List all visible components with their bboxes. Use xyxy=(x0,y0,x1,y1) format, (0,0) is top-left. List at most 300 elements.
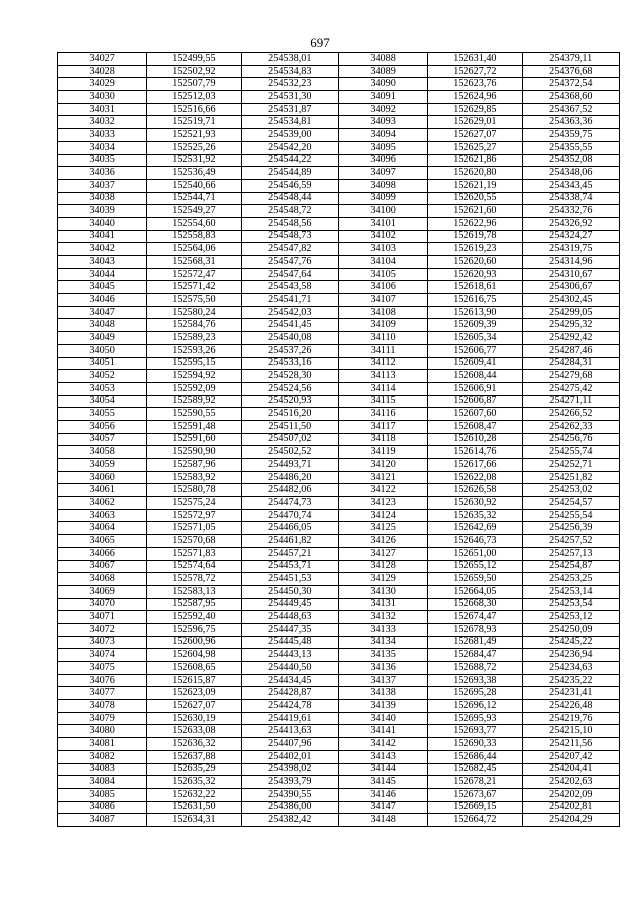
x-coordinate-cell: 152575,50 xyxy=(147,294,241,307)
x-coordinate-cell: 152631,40 xyxy=(428,53,522,66)
point-id-cell: 34047 xyxy=(58,306,147,319)
table-row xyxy=(58,294,620,307)
point-id-cell: 34098 xyxy=(338,179,427,192)
x-coordinate-cell: 152536,49 xyxy=(147,167,241,180)
point-id-cell: 34033 xyxy=(58,129,147,142)
x-coordinate-cell: 152587,95 xyxy=(147,598,241,611)
y-coordinate-cell: 254275,42 xyxy=(522,382,619,395)
table-row xyxy=(58,484,620,497)
point-id-cell: 34126 xyxy=(338,535,427,548)
point-id-cell: 34101 xyxy=(338,217,427,230)
y-coordinate-cell: 254234,63 xyxy=(522,662,619,675)
point-id-cell: 34055 xyxy=(58,408,147,421)
point-id-cell: 34059 xyxy=(58,459,147,472)
y-coordinate-cell: 254245,22 xyxy=(522,636,619,649)
table-row xyxy=(58,78,620,91)
table-row xyxy=(58,776,620,789)
x-coordinate-cell: 152634,31 xyxy=(147,814,241,827)
point-id-cell: 34095 xyxy=(338,141,427,154)
y-coordinate-cell: 254470,74 xyxy=(241,509,338,522)
y-coordinate-cell: 254402,01 xyxy=(241,750,338,763)
table-row xyxy=(58,788,620,801)
y-coordinate-cell: 254202,09 xyxy=(522,788,619,801)
y-coordinate-cell: 254390,55 xyxy=(241,788,338,801)
point-id-cell: 34062 xyxy=(58,497,147,510)
point-id-cell: 34045 xyxy=(58,281,147,294)
x-coordinate-cell: 152580,24 xyxy=(147,306,241,319)
table-row xyxy=(58,217,620,230)
x-coordinate-cell: 152572,97 xyxy=(147,509,241,522)
y-coordinate-cell: 254516,20 xyxy=(241,408,338,421)
point-id-cell: 34070 xyxy=(58,598,147,611)
x-coordinate-cell: 152635,32 xyxy=(147,776,241,789)
y-coordinate-cell: 254449,45 xyxy=(241,598,338,611)
y-coordinate-cell: 254547,82 xyxy=(241,243,338,256)
point-id-cell: 34104 xyxy=(338,256,427,269)
x-coordinate-cell: 152635,29 xyxy=(147,763,241,776)
y-coordinate-cell: 254253,02 xyxy=(522,484,619,497)
y-coordinate-cell: 254359,75 xyxy=(522,129,619,142)
y-coordinate-cell: 254539,00 xyxy=(241,129,338,142)
point-id-cell: 34108 xyxy=(338,306,427,319)
point-id-cell: 34041 xyxy=(58,230,147,243)
x-coordinate-cell: 152521,93 xyxy=(147,129,241,142)
point-id-cell: 34027 xyxy=(58,53,147,66)
y-coordinate-cell: 254450,30 xyxy=(241,585,338,598)
point-id-cell: 34129 xyxy=(338,573,427,586)
y-coordinate-cell: 254546,59 xyxy=(241,179,338,192)
point-id-cell: 34118 xyxy=(338,433,427,446)
point-id-cell: 34084 xyxy=(58,776,147,789)
point-id-cell: 34109 xyxy=(338,319,427,332)
x-coordinate-cell: 152600,96 xyxy=(147,636,241,649)
point-id-cell: 34037 xyxy=(58,179,147,192)
y-coordinate-cell: 254211,56 xyxy=(522,738,619,751)
x-coordinate-cell: 152502,92 xyxy=(147,65,241,78)
x-coordinate-cell: 152678,93 xyxy=(428,623,522,636)
point-id-cell: 34100 xyxy=(338,205,427,218)
table-row xyxy=(58,154,620,167)
x-coordinate-cell: 152593,26 xyxy=(147,344,241,357)
x-coordinate-cell: 152516,66 xyxy=(147,103,241,116)
point-id-cell: 34035 xyxy=(58,154,147,167)
table-row xyxy=(58,636,620,649)
y-coordinate-cell: 254236,94 xyxy=(522,649,619,662)
y-coordinate-cell: 254419,61 xyxy=(241,712,338,725)
point-id-cell: 34119 xyxy=(338,446,427,459)
y-coordinate-cell: 254532,23 xyxy=(241,78,338,91)
point-id-cell: 34052 xyxy=(58,370,147,383)
x-coordinate-cell: 152609,39 xyxy=(428,319,522,332)
x-coordinate-cell: 152627,07 xyxy=(428,129,522,142)
coordinate-table xyxy=(57,52,620,827)
coordinate-table-body xyxy=(58,53,620,827)
y-coordinate-cell: 254548,72 xyxy=(241,205,338,218)
x-coordinate-cell: 152606,77 xyxy=(428,344,522,357)
y-coordinate-cell: 254204,29 xyxy=(522,814,619,827)
x-coordinate-cell: 152606,91 xyxy=(428,382,522,395)
point-id-cell: 34057 xyxy=(58,433,147,446)
point-id-cell: 34031 xyxy=(58,103,147,116)
point-id-cell: 34112 xyxy=(338,357,427,370)
point-id-cell: 34043 xyxy=(58,256,147,269)
point-id-cell: 34097 xyxy=(338,167,427,180)
point-id-cell: 34093 xyxy=(338,116,427,129)
y-coordinate-cell: 254255,54 xyxy=(522,509,619,522)
y-coordinate-cell: 254254,87 xyxy=(522,560,619,573)
x-coordinate-cell: 152681,49 xyxy=(428,636,522,649)
y-coordinate-cell: 254266,52 xyxy=(522,408,619,421)
table-row xyxy=(58,738,620,751)
x-coordinate-cell: 152595,15 xyxy=(147,357,241,370)
y-coordinate-cell: 254204,41 xyxy=(522,763,619,776)
point-id-cell: 34056 xyxy=(58,420,147,433)
point-id-cell: 34139 xyxy=(338,700,427,713)
point-id-cell: 34130 xyxy=(338,585,427,598)
table-row xyxy=(58,192,620,205)
y-coordinate-cell: 254382,42 xyxy=(241,814,338,827)
table-row xyxy=(58,547,620,560)
y-coordinate-cell: 254235,22 xyxy=(522,674,619,687)
y-coordinate-cell: 254386,00 xyxy=(241,801,338,814)
table-row xyxy=(58,801,620,814)
y-coordinate-cell: 254533,16 xyxy=(241,357,338,370)
y-coordinate-cell: 254398,02 xyxy=(241,763,338,776)
x-coordinate-cell: 152583,13 xyxy=(147,585,241,598)
point-id-cell: 34028 xyxy=(58,65,147,78)
x-coordinate-cell: 152636,32 xyxy=(147,738,241,751)
y-coordinate-cell: 254271,11 xyxy=(522,395,619,408)
point-id-cell: 34144 xyxy=(338,763,427,776)
point-id-cell: 34114 xyxy=(338,382,427,395)
point-id-cell: 34083 xyxy=(58,763,147,776)
x-coordinate-cell: 152684,47 xyxy=(428,649,522,662)
point-id-cell: 34063 xyxy=(58,509,147,522)
table-row xyxy=(58,103,620,116)
y-coordinate-cell: 254474,73 xyxy=(241,497,338,510)
x-coordinate-cell: 152664,05 xyxy=(428,585,522,598)
point-id-cell: 34123 xyxy=(338,497,427,510)
x-coordinate-cell: 152696,12 xyxy=(428,700,522,713)
x-coordinate-cell: 152623,76 xyxy=(428,78,522,91)
point-id-cell: 34122 xyxy=(338,484,427,497)
point-id-cell: 34072 xyxy=(58,623,147,636)
x-coordinate-cell: 152619,78 xyxy=(428,230,522,243)
x-coordinate-cell: 152610,28 xyxy=(428,433,522,446)
y-coordinate-cell: 254538,01 xyxy=(241,53,338,66)
x-coordinate-cell: 152549,27 xyxy=(147,205,241,218)
x-coordinate-cell: 152574,64 xyxy=(147,560,241,573)
table-row xyxy=(58,395,620,408)
point-id-cell: 34132 xyxy=(338,611,427,624)
table-row xyxy=(58,357,620,370)
x-coordinate-cell: 152525,26 xyxy=(147,141,241,154)
y-coordinate-cell: 254253,54 xyxy=(522,598,619,611)
y-coordinate-cell: 254544,89 xyxy=(241,167,338,180)
table-row xyxy=(58,560,620,573)
point-id-cell: 34087 xyxy=(58,814,147,827)
y-coordinate-cell: 254287,46 xyxy=(522,344,619,357)
x-coordinate-cell: 152646,73 xyxy=(428,535,522,548)
y-coordinate-cell: 254215,10 xyxy=(522,725,619,738)
y-coordinate-cell: 254534,83 xyxy=(241,65,338,78)
y-coordinate-cell: 254547,76 xyxy=(241,256,338,269)
x-coordinate-cell: 152630,92 xyxy=(428,497,522,510)
table-row xyxy=(58,585,620,598)
point-id-cell: 34120 xyxy=(338,459,427,472)
y-coordinate-cell: 254279,68 xyxy=(522,370,619,383)
table-row xyxy=(58,750,620,763)
table-row xyxy=(58,700,620,713)
x-coordinate-cell: 152621,19 xyxy=(428,179,522,192)
y-coordinate-cell: 254407,96 xyxy=(241,738,338,751)
point-id-cell: 34060 xyxy=(58,471,147,484)
x-coordinate-cell: 152584,76 xyxy=(147,319,241,332)
table-row xyxy=(58,598,620,611)
y-coordinate-cell: 254531,30 xyxy=(241,91,338,104)
point-id-cell: 34092 xyxy=(338,103,427,116)
point-id-cell: 34076 xyxy=(58,674,147,687)
point-id-cell: 34091 xyxy=(338,91,427,104)
point-id-cell: 34067 xyxy=(58,560,147,573)
y-coordinate-cell: 254531,87 xyxy=(241,103,338,116)
y-coordinate-cell: 254541,45 xyxy=(241,319,338,332)
y-coordinate-cell: 254379,11 xyxy=(522,53,619,66)
x-coordinate-cell: 152690,33 xyxy=(428,738,522,751)
y-coordinate-cell: 254292,42 xyxy=(522,332,619,345)
x-coordinate-cell: 152693,77 xyxy=(428,725,522,738)
table-row xyxy=(58,687,620,700)
x-coordinate-cell: 152693,38 xyxy=(428,674,522,687)
x-coordinate-cell: 152695,28 xyxy=(428,687,522,700)
point-id-cell: 34042 xyxy=(58,243,147,256)
x-coordinate-cell: 152630,19 xyxy=(147,712,241,725)
point-id-cell: 34140 xyxy=(338,712,427,725)
y-coordinate-cell: 254511,50 xyxy=(241,420,338,433)
x-coordinate-cell: 152570,68 xyxy=(147,535,241,548)
x-coordinate-cell: 152512,03 xyxy=(147,91,241,104)
y-coordinate-cell: 254542,03 xyxy=(241,306,338,319)
point-id-cell: 34068 xyxy=(58,573,147,586)
point-id-cell: 34147 xyxy=(338,801,427,814)
y-coordinate-cell: 254319,75 xyxy=(522,243,619,256)
x-coordinate-cell: 152558,83 xyxy=(147,230,241,243)
point-id-cell: 34136 xyxy=(338,662,427,675)
table-row xyxy=(58,319,620,332)
table-row xyxy=(58,91,620,104)
table-row xyxy=(58,53,620,66)
point-id-cell: 34138 xyxy=(338,687,427,700)
x-coordinate-cell: 152554,60 xyxy=(147,217,241,230)
table-row xyxy=(58,459,620,472)
x-coordinate-cell: 152591,48 xyxy=(147,420,241,433)
x-coordinate-cell: 152507,79 xyxy=(147,78,241,91)
y-coordinate-cell: 254231,41 xyxy=(522,687,619,700)
x-coordinate-cell: 152607,60 xyxy=(428,408,522,421)
point-id-cell: 34075 xyxy=(58,662,147,675)
y-coordinate-cell: 254448,63 xyxy=(241,611,338,624)
point-id-cell: 34079 xyxy=(58,712,147,725)
table-row xyxy=(58,573,620,586)
point-id-cell: 34038 xyxy=(58,192,147,205)
y-coordinate-cell: 254299,05 xyxy=(522,306,619,319)
x-coordinate-cell: 152626,58 xyxy=(428,484,522,497)
table-row xyxy=(58,243,620,256)
x-coordinate-cell: 152617,66 xyxy=(428,459,522,472)
point-id-cell: 34066 xyxy=(58,547,147,560)
point-id-cell: 34113 xyxy=(338,370,427,383)
point-id-cell: 34073 xyxy=(58,636,147,649)
table-row xyxy=(58,230,620,243)
y-coordinate-cell: 254445,48 xyxy=(241,636,338,649)
y-coordinate-cell: 254440,50 xyxy=(241,662,338,675)
y-coordinate-cell: 254428,87 xyxy=(241,687,338,700)
y-coordinate-cell: 254367,52 xyxy=(522,103,619,116)
y-coordinate-cell: 254466,05 xyxy=(241,522,338,535)
table-row xyxy=(58,116,620,129)
table-row xyxy=(58,535,620,548)
x-coordinate-cell: 152590,55 xyxy=(147,408,241,421)
y-coordinate-cell: 254493,71 xyxy=(241,459,338,472)
x-coordinate-cell: 152591,60 xyxy=(147,433,241,446)
table-row xyxy=(58,205,620,218)
y-coordinate-cell: 254256,76 xyxy=(522,433,619,446)
x-coordinate-cell: 152627,07 xyxy=(147,700,241,713)
point-id-cell: 34077 xyxy=(58,687,147,700)
point-id-cell: 34134 xyxy=(338,636,427,649)
table-row xyxy=(58,674,620,687)
x-coordinate-cell: 152606,87 xyxy=(428,395,522,408)
table-row xyxy=(58,141,620,154)
page-number: 697 xyxy=(310,35,330,50)
x-coordinate-cell: 152686,44 xyxy=(428,750,522,763)
x-coordinate-cell: 152668,30 xyxy=(428,598,522,611)
x-coordinate-cell: 152614,76 xyxy=(428,446,522,459)
point-id-cell: 34137 xyxy=(338,674,427,687)
y-coordinate-cell: 254520,93 xyxy=(241,395,338,408)
point-id-cell: 34131 xyxy=(338,598,427,611)
point-id-cell: 34102 xyxy=(338,230,427,243)
x-coordinate-cell: 152622,96 xyxy=(428,217,522,230)
x-coordinate-cell: 152609,41 xyxy=(428,357,522,370)
table-row xyxy=(58,256,620,269)
table-row xyxy=(58,522,620,535)
point-id-cell: 34040 xyxy=(58,217,147,230)
y-coordinate-cell: 254253,14 xyxy=(522,585,619,598)
point-id-cell: 34030 xyxy=(58,91,147,104)
y-coordinate-cell: 254252,71 xyxy=(522,459,619,472)
table-row xyxy=(58,497,620,510)
point-id-cell: 34039 xyxy=(58,205,147,218)
point-id-cell: 34029 xyxy=(58,78,147,91)
point-id-cell: 34050 xyxy=(58,344,147,357)
point-id-cell: 34145 xyxy=(338,776,427,789)
x-coordinate-cell: 152632,22 xyxy=(147,788,241,801)
table-row xyxy=(58,167,620,180)
y-coordinate-cell: 254284,31 xyxy=(522,357,619,370)
table-row xyxy=(58,408,620,421)
table-row xyxy=(58,370,620,383)
point-id-cell: 34121 xyxy=(338,471,427,484)
x-coordinate-cell: 152620,60 xyxy=(428,256,522,269)
x-coordinate-cell: 152615,87 xyxy=(147,674,241,687)
y-coordinate-cell: 254372,54 xyxy=(522,78,619,91)
x-coordinate-cell: 152674,47 xyxy=(428,611,522,624)
point-id-cell: 34049 xyxy=(58,332,147,345)
table-row xyxy=(58,268,620,281)
x-coordinate-cell: 152627,72 xyxy=(428,65,522,78)
x-coordinate-cell: 152564,06 xyxy=(147,243,241,256)
y-coordinate-cell: 254457,21 xyxy=(241,547,338,560)
point-id-cell: 34080 xyxy=(58,725,147,738)
x-coordinate-cell: 152625,27 xyxy=(428,141,522,154)
point-id-cell: 34125 xyxy=(338,522,427,535)
table-row xyxy=(58,65,620,78)
table-row xyxy=(58,281,620,294)
x-coordinate-cell: 152635,32 xyxy=(428,509,522,522)
x-coordinate-cell: 152590,90 xyxy=(147,446,241,459)
x-coordinate-cell: 152669,15 xyxy=(428,801,522,814)
y-coordinate-cell: 254413,63 xyxy=(241,725,338,738)
point-id-cell: 34081 xyxy=(58,738,147,751)
x-coordinate-cell: 152592,40 xyxy=(147,611,241,624)
y-coordinate-cell: 254250,09 xyxy=(522,623,619,636)
x-coordinate-cell: 152688,72 xyxy=(428,662,522,675)
x-coordinate-cell: 152682,45 xyxy=(428,763,522,776)
point-id-cell: 34117 xyxy=(338,420,427,433)
y-coordinate-cell: 254310,67 xyxy=(522,268,619,281)
x-coordinate-cell: 152629,01 xyxy=(428,116,522,129)
point-id-cell: 34106 xyxy=(338,281,427,294)
y-coordinate-cell: 254368,60 xyxy=(522,91,619,104)
x-coordinate-cell: 152608,65 xyxy=(147,662,241,675)
x-coordinate-cell: 152655,12 xyxy=(428,560,522,573)
y-coordinate-cell: 254202,63 xyxy=(522,776,619,789)
point-id-cell: 34061 xyxy=(58,484,147,497)
x-coordinate-cell: 152605,34 xyxy=(428,332,522,345)
table-row xyxy=(58,611,620,624)
y-coordinate-cell: 254424,78 xyxy=(241,700,338,713)
x-coordinate-cell: 152642,69 xyxy=(428,522,522,535)
point-id-cell: 34127 xyxy=(338,547,427,560)
x-coordinate-cell: 152589,92 xyxy=(147,395,241,408)
x-coordinate-cell: 152631,50 xyxy=(147,801,241,814)
x-coordinate-cell: 152571,42 xyxy=(147,281,241,294)
y-coordinate-cell: 254207,42 xyxy=(522,750,619,763)
x-coordinate-cell: 152620,55 xyxy=(428,192,522,205)
y-coordinate-cell: 254256,39 xyxy=(522,522,619,535)
point-id-cell: 34046 xyxy=(58,294,147,307)
point-id-cell: 34103 xyxy=(338,243,427,256)
table-row xyxy=(58,725,620,738)
y-coordinate-cell: 254338,74 xyxy=(522,192,619,205)
x-coordinate-cell: 152621,60 xyxy=(428,205,522,218)
x-coordinate-cell: 152651,00 xyxy=(428,547,522,560)
point-id-cell: 34135 xyxy=(338,649,427,662)
table-row xyxy=(58,623,620,636)
x-coordinate-cell: 152616,75 xyxy=(428,294,522,307)
y-coordinate-cell: 254548,73 xyxy=(241,230,338,243)
y-coordinate-cell: 254540,08 xyxy=(241,332,338,345)
y-coordinate-cell: 254257,13 xyxy=(522,547,619,560)
x-coordinate-cell: 152583,92 xyxy=(147,471,241,484)
x-coordinate-cell: 152629,85 xyxy=(428,103,522,116)
y-coordinate-cell: 254326,92 xyxy=(522,217,619,230)
x-coordinate-cell: 152623,09 xyxy=(147,687,241,700)
point-id-cell: 34105 xyxy=(338,268,427,281)
point-id-cell: 34036 xyxy=(58,167,147,180)
point-id-cell: 34089 xyxy=(338,65,427,78)
